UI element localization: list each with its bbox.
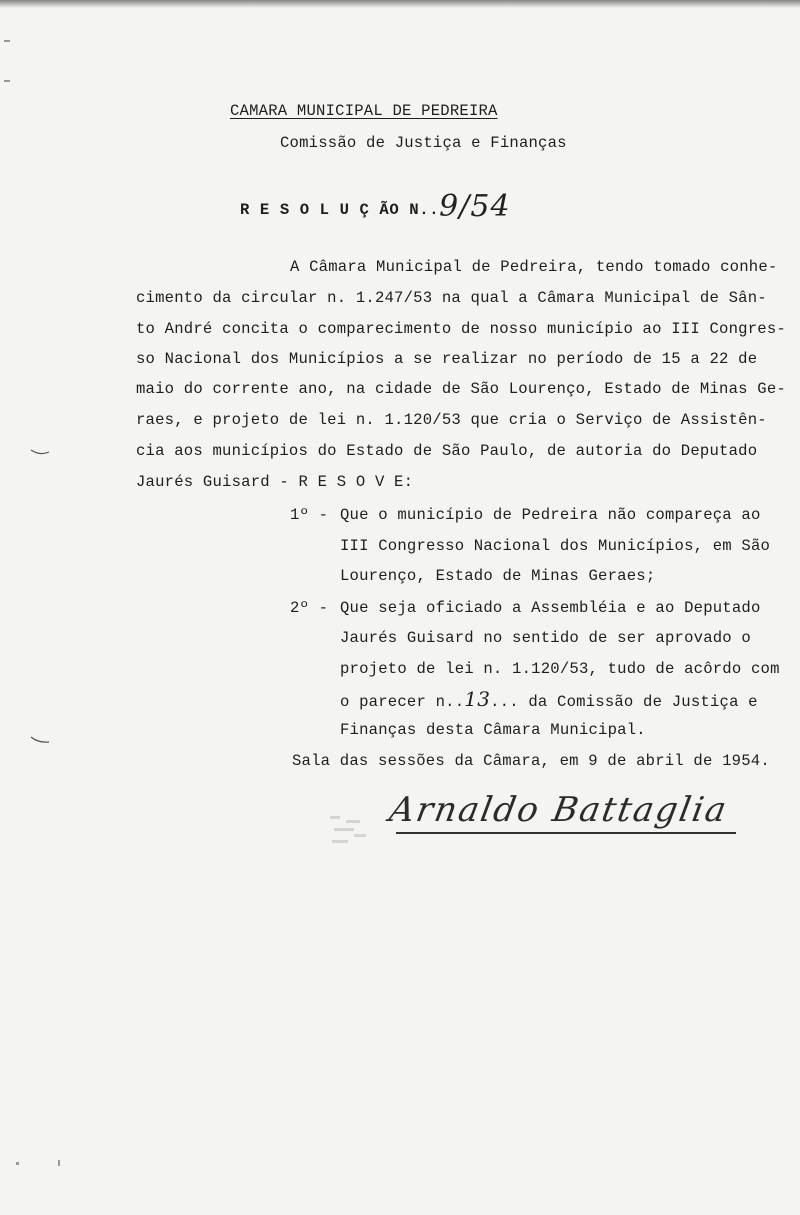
resolution-number: 9/54 (439, 189, 511, 224)
body-line: A Câmara Municipal de Pedreira, tendo tomado conhe- (290, 258, 778, 276)
scan-speck (58, 1160, 60, 1166)
item-line: Jaurés Guisard no sentido de ser aprovado o (340, 629, 751, 647)
parecer-prefix: o parecer n.. (340, 693, 465, 711)
body-line: cia aos municípios do Estado de São Paulo, de autoria do Deputado (136, 442, 758, 460)
item-line: Que seja oficiado a Assembléia e ao Deputado (340, 599, 761, 617)
body-line: Jaurés Guisard - R E S O V E: (136, 473, 414, 491)
item-number: 2º - (290, 599, 329, 617)
signature-text: Arnaldo Battaglia (386, 790, 732, 830)
resolution-label: R E S O L U Ç ÃO N.. (240, 201, 440, 219)
body-line: to André concita o comparecimento de nosso município ao III Congres- (136, 320, 786, 338)
parecer-number: 13 (464, 687, 491, 711)
item-line: Que o município de Pedreira não compareça ao (340, 506, 761, 524)
item-line: projeto de lei n. 1.120/53, tudo de acôrdo com (340, 660, 780, 678)
closing-line: Sala das sessões da Câmara, em 9 de abril de 1954. (292, 752, 770, 770)
item-line: III Congresso Nacional dos Municípios, em São (340, 537, 771, 555)
body-line: raes, e projeto de lei n. 1.120/53 que cria o Serviço de Assistên- (136, 411, 767, 429)
body-line: cimento da circular n. 1.247/53 na qual a Câmara Municipal de Sân- (136, 289, 767, 307)
item-number: 1º - (290, 506, 329, 524)
faded-stamp (326, 810, 376, 850)
scan-speck (4, 40, 10, 42)
document-subtitle: Comissão de Justiça e Finanças (280, 134, 567, 152)
signature (386, 790, 732, 830)
scan-speck (4, 80, 10, 82)
scan-edge (0, 0, 800, 8)
item-line: Finanças desta Câmara Municipal. (340, 721, 646, 739)
margin-mark (30, 736, 50, 744)
body-line: so Nacional dos Municípios a se realizar no período de 15 a 22 de (136, 350, 758, 368)
parecer-line (340, 687, 758, 711)
item-line: Lourenço, Estado de Minas Geraes; (340, 567, 656, 585)
resolution-heading (240, 189, 511, 224)
document-title: CAMARA MUNICIPAL DE PEDREIRA (230, 102, 498, 120)
scan-speck (16, 1162, 19, 1165)
margin-mark (30, 448, 50, 456)
signature-rule (396, 832, 736, 834)
body-line: maio do corrente ano, na cidade de São Lourenço, Estado de Minas Ge- (136, 380, 786, 398)
parecer-suffix: ... da Comissão de Justiça e (490, 693, 758, 711)
